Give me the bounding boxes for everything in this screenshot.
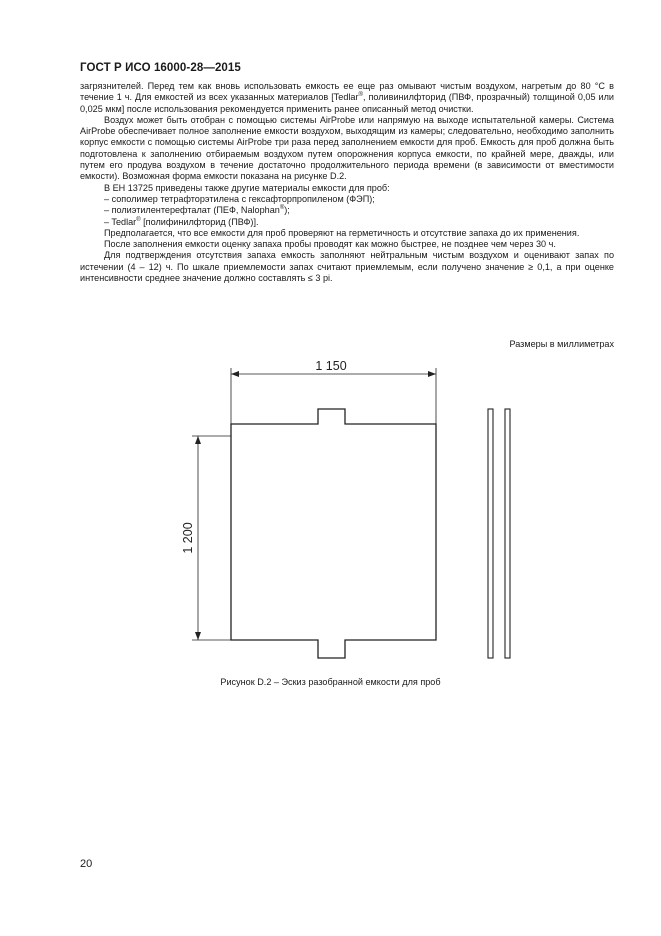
paragraph-2: Воздух может быть отобран с помощью системы AirProbe или напрямую на выходе испытательной камеры. Система AirProbe обеспечивает полное заполнение емкости воздухом, выходящим из камеры; следовательно, необходимо заполнить корпус емкости с помощью системы AirProbe три раза перед заполнением емкости для проб. Емкость для проб должна быть подготовлена к заполнению отбираемым воздухом путем опорожнения корпуса емкости, по крайней мере, дважды, или путем его продува воздухом в течение достаточно продолжительного периода времени (в зависимости от вместимости емкости). Возможная форма емкости показана на рисунке D.2. (80, 114, 614, 182)
figure-caption: Рисунок D.2 – Эскиз разобранной емкости для проб (220, 677, 441, 687)
bag-outline (231, 409, 436, 658)
paragraph-6: Для подтверждения отсутствия запаха емкость заполняют нейтральным чистым воздухом и оценивают запах по истечении (4 – 12) ч. По шкале приемлемости запах считают приемлемым, если получено значение ≥ 0,1, а при оценке интенсивности среднее значение должно составлять ≤ 3 pi. (80, 250, 614, 284)
page-number: 20 (80, 858, 93, 870)
paragraph-3: В ЕН 13725 приведены также другие материалы емкости для проб: (104, 182, 390, 193)
side-view-strip-right (505, 409, 510, 658)
list-item-text: – Tedlar (104, 216, 137, 227)
list-item-text: ); (284, 205, 290, 216)
list-item: – сополимер тетрафторэтилена с гексафторпропиленом (ФЭП); (104, 193, 375, 204)
paragraph-1-part-a: загрязнителей. Перед тем как вновь использовать емкость ее еще раз омывают чистым воздухом, нагретым до 80 °С в течение 1 ч. Для емкостей из всех указанных материалов [Tedlar (80, 81, 614, 103)
paragraph-5: После заполнения емкости оценку запаха пробы проводят как можно быстрее, не позднее чем через 30 ч. (104, 239, 556, 250)
side-view-strip-left (488, 409, 493, 658)
paragraph-4: Предполагается, что все емкости для проб проверяют на герметичность и отсутствие запаха до их применения. (104, 227, 580, 238)
paragraph-1-part-b: , поливинилфторид (ПВФ, прозрачный) толщиной 0,05 или 0,025 мкм] после использования рекомендуется применить ранее описанный метод очистки. (80, 92, 614, 114)
dimensions-note: Размеры в миллиметрах (509, 339, 614, 349)
list-item-text: – полиэтилентерефталат (ПЕФ, Nalophan (104, 205, 280, 216)
list-item-text: [полифинилфторид (ПВФ)]. (140, 216, 259, 227)
registered-mark: ® (279, 205, 285, 212)
width-label: 1 150 (315, 359, 347, 373)
document-header: ГОСТ Р ИСО 16000-28—2015 (80, 62, 241, 74)
registered-mark: ® (358, 92, 363, 99)
registered-mark: ® (136, 216, 141, 223)
height-label: 1 200 (181, 522, 195, 554)
